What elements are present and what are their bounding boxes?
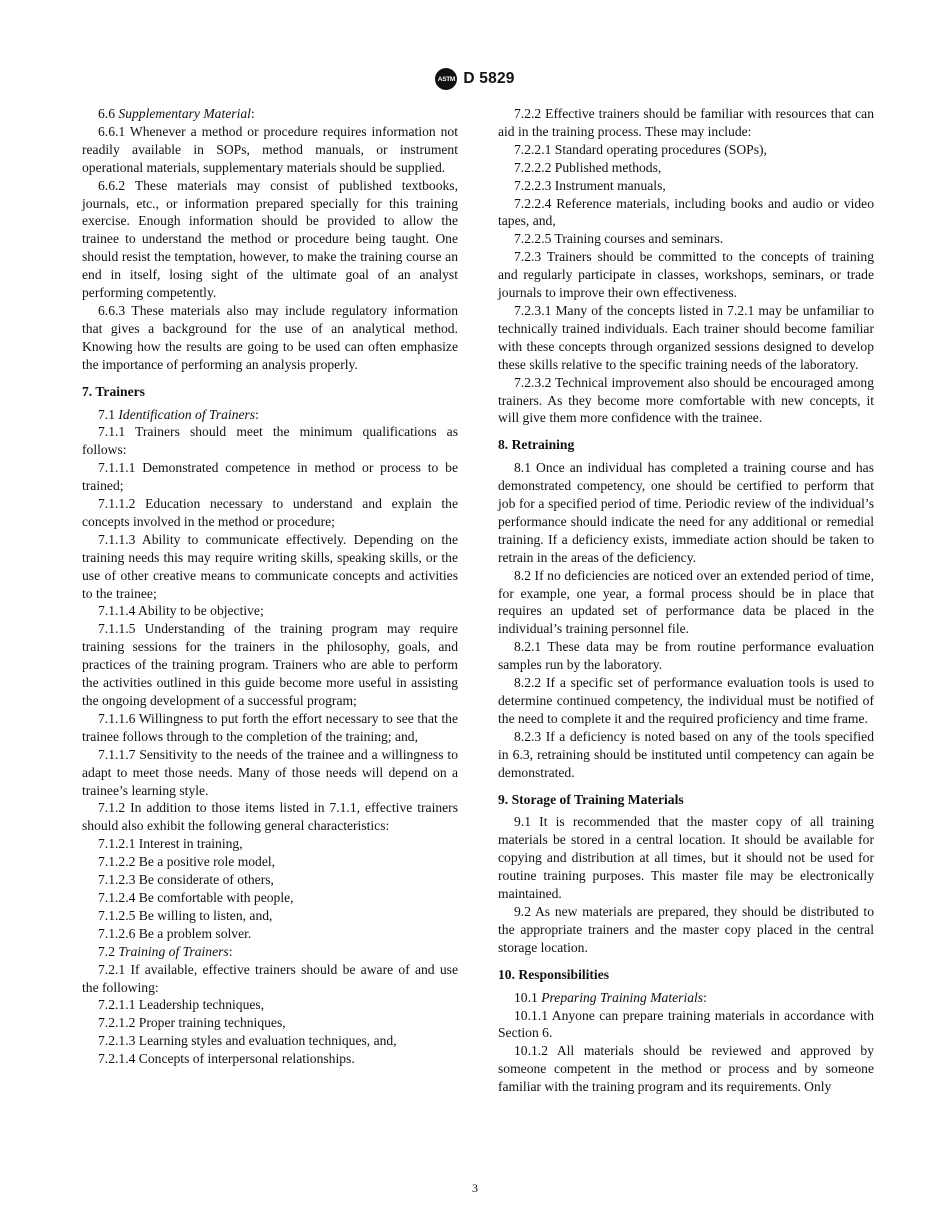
paragraph: 7.1.1.2 Education necessary to understand and explain the concepts involved in the method or procedure; bbox=[82, 496, 458, 529]
subsection-label: Preparing Training Materials bbox=[541, 989, 704, 1005]
list-item: 7.2.1.3 Learning styles and evaluation techniques, and, bbox=[98, 1033, 397, 1049]
paragraph: 10.1.1 Anyone can prepare training materials in accordance with Section 6. bbox=[498, 1007, 874, 1041]
subsection-title bbox=[82, 943, 458, 961]
paragraph: 6.6.3 These materials also may include regulatory information that gives a background for the use of an analytical method. Knowing how the results are going to be used can often emphasize the importance of performing an analysis properly. bbox=[82, 302, 458, 372]
paragraph: 7.1.1.3 Ability to communicate effectively. Depending on the training needs this may require writing skills, speaking skills, or the use of other creative means to communicate concepts and activities to the trainee; bbox=[82, 531, 458, 601]
list-item: 7.1.1.4 Ability to be objective; bbox=[98, 603, 264, 619]
subsection-suffix: : bbox=[703, 989, 707, 1005]
subsection-title bbox=[82, 406, 458, 424]
paragraph: 8.2.1 These data may be from routine performance evaluation samples run by the laboratory. bbox=[498, 639, 874, 673]
subsection-number: 10.1 bbox=[514, 989, 538, 1005]
paragraph: 7.2.1 If available, effective trainers should be aware of and use the following: bbox=[82, 961, 458, 995]
paragraph: 7.1.1 Trainers should meet the minimum qualifications as follows: bbox=[82, 424, 458, 458]
paragraph: 7.2.3 Trainers should be committed to the concepts of training and regularly participate in classes, workshops, seminars, or trade journals to improve their own effectiveness. bbox=[498, 249, 874, 301]
paragraph: 7.1.1.1 Demonstrated competence in method or process to be trained; bbox=[82, 460, 458, 494]
right-column bbox=[498, 105, 874, 1096]
list-item: 7.2.2.2 Published methods, bbox=[514, 159, 662, 175]
list-item: 7.2.1.1 Leadership techniques, bbox=[98, 997, 265, 1013]
subsection-suffix: : bbox=[228, 943, 233, 959]
paragraph: 7.1.1.7 Sensitivity to the needs of the trainee and a willingness to adapt to meet those needs. Many of those needs will depend on a trainee’s learning style. bbox=[82, 746, 458, 798]
document-number: D 5829 bbox=[463, 70, 515, 87]
list-item: 7.1.2.4 Be comfortable with people, bbox=[98, 889, 294, 905]
subsection-label: Identification of Trainers bbox=[118, 406, 256, 422]
paragraph: 7.2.2.4 Reference materials, including books and audio or video tapes, and, bbox=[498, 195, 874, 229]
subsection-number: 6.6 bbox=[98, 106, 115, 121]
subsection-suffix: : bbox=[250, 106, 255, 121]
list-item: 7.1.2.2 Be a positive role model, bbox=[98, 854, 276, 870]
list-item: 7.1.2.5 Be willing to listen, and, bbox=[98, 907, 273, 923]
list-item: 7.1.2.3 Be considerate of others, bbox=[98, 872, 274, 888]
paragraph: 7.1.2 In addition to those items listed in 7.1.1, effective trainers should also exhibit the following general characteristics: bbox=[82, 800, 458, 834]
left-column bbox=[82, 105, 458, 1068]
list-item: 7.2.2.5 Training courses and seminars. bbox=[514, 231, 724, 247]
paragraph: 7.2.3.1 Many of the concepts listed in 7.2.1 may be unfamiliar to technically trained individuals. Each trainer should become familiar with these concepts through organized sessions designed to develop these skills relative to the specific training needs of the laboratory. bbox=[498, 302, 874, 372]
section-heading: 8. Retraining bbox=[498, 437, 575, 453]
subsection-title bbox=[498, 989, 874, 1007]
list-item: 7.2.1.2 Proper training techniques, bbox=[98, 1015, 286, 1031]
section-heading: 7. Trainers bbox=[82, 383, 145, 399]
list-item: 7.2.2.1 Standard operating procedures (SOPs), bbox=[514, 141, 767, 157]
paragraph: 8.2.3 If a deficiency is noted based on any of the tools specified in 6.3, retraining should be instituted until competency can again be demonstrated. bbox=[498, 728, 874, 780]
paragraph: 7.1.1.6 Willingness to put forth the effort necessary to see that the trainee follows through to the completion of the training; and, bbox=[82, 710, 458, 744]
paragraph: 8.2.2 If a specific set of performance evaluation tools is used to determine continued competency, the individual must be notified of the need to complete it and the required proficiency and time frame. bbox=[498, 675, 874, 726]
paragraph: 6.6.2 These materials may consist of published textbooks, journals, etc., or information prepared specially for this training exercise. Enough information should be provided to allow the trainee to understand the method or procedure being taught. One should resist the temptation, however, to make the training course an end in itself, losing sight of the ultimate goal of an analyst performing competently. bbox=[82, 177, 458, 301]
paragraph: 10.1.2 All materials should be reviewed and approved by someone competent in the method or process and by someone familiar with the training program and its requirements. Only bbox=[498, 1043, 874, 1095]
subsection-label: Training of Trainers bbox=[118, 943, 229, 959]
paragraph: 9.2 As new materials are prepared, they should be distributed to the appropriate trainers and the master copy placed in the central storage location. bbox=[498, 903, 874, 955]
subsection-label: Supplementary Material bbox=[118, 106, 251, 121]
list-item: 7.2.1.4 Concepts of interpersonal relationships. bbox=[98, 1051, 355, 1067]
page-header bbox=[0, 68, 950, 90]
section-heading: 10. Responsibilities bbox=[498, 966, 610, 982]
paragraph: 9.1 It is recommended that the master copy of all training materials be stored in a central location. It should be available for copying and distribution at all times, but it should not be used for routine training purposes. This master file may be electronically maintained. bbox=[498, 814, 874, 902]
paragraph: 8.2 If no deficiencies are noticed over an extended period of time, for example, one year, a formal process should be in place that requires an updated set of performance data be placed in the individual’s training personnel file. bbox=[498, 567, 874, 637]
subsection-number: 7.1 bbox=[98, 406, 115, 422]
paragraph: 7.1.1.5 Understanding of the training program may require training sessions for the trainers in the philosophy, goals, and practices of the training program. Trainers who are able to perform the activities outlined in this guide become more useful in assisting the ongoing development of a successful program; bbox=[82, 621, 458, 708]
list-item: 7.1.2.1 Interest in training, bbox=[98, 836, 243, 852]
subsection-number: 7.2 bbox=[98, 943, 115, 959]
subsection-suffix: : bbox=[255, 406, 259, 422]
paragraph: 6.6.1 Whenever a method or procedure requires information not readily available in SOPs, method manuals, or instrument operational materials, supplementary materials should be supplied. bbox=[82, 123, 458, 175]
page-number: 3 bbox=[472, 1181, 478, 1195]
section-heading: 9. Storage of Training Materials bbox=[498, 791, 684, 807]
list-item: 7.1.2.6 Be a problem solver. bbox=[98, 925, 252, 941]
paragraph: 8.1 Once an individual has completed a training course and has demonstrated competency, one should be certified to perform that job for a specified period of time. Periodic review of the individual’s performance should indicate the need for any additional or remedial training. If a deficiency exists, immediate action should be taken to retrain in the areas of the deficiency. bbox=[498, 460, 874, 565]
astm-logo-icon: ASTM bbox=[435, 68, 457, 90]
subsection-title bbox=[82, 105, 458, 123]
paragraph: 7.2.3.2 Technical improvement also should be encouraged among trainers. As they become more comfortable with new concepts, it will give them more confidence with the trainee. bbox=[498, 374, 874, 426]
list-item: 7.2.2.3 Instrument manuals, bbox=[514, 177, 666, 193]
paragraph: 7.2.2 Effective trainers should be familiar with resources that can aid in the training process. These may include: bbox=[498, 106, 874, 139]
